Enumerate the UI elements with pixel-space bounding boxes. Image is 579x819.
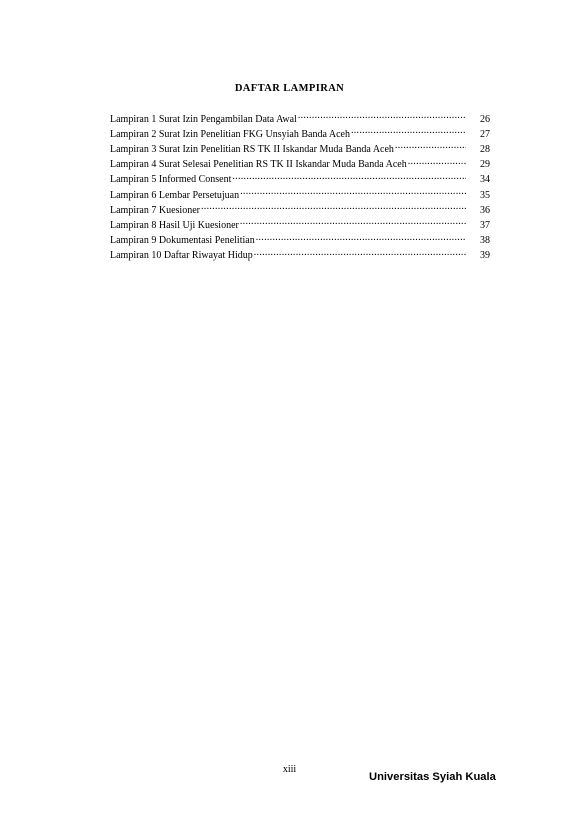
dot-leader <box>256 232 466 244</box>
toc-entry <box>110 110 490 125</box>
toc-entry-label: Lampiran 7 Kuesioner <box>110 204 200 216</box>
toc-entry-page: 39 <box>480 250 490 262</box>
toc-entry <box>110 156 490 171</box>
toc-entry <box>110 232 490 247</box>
toc-entry-page: 26 <box>480 113 490 125</box>
toc-entry-page: 36 <box>480 204 490 216</box>
toc-entry-label: Lampiran 4 Surat Selesai Penelitian RS TK II Iskandar Muda Banda Aceh <box>110 159 407 171</box>
toc-entry-page: 37 <box>480 219 490 231</box>
dot-leader <box>240 186 466 198</box>
toc-entry-page: 34 <box>480 174 490 186</box>
page-title: DAFTAR LAMPIRAN <box>234 83 345 94</box>
footer-institution: Universitas Syiah Kuala <box>369 771 496 783</box>
toc-entry-label: Lampiran 9 Dokumentasi Penelitian <box>110 235 255 247</box>
dot-leader <box>254 247 466 259</box>
toc-entry <box>110 247 490 262</box>
dot-leader <box>201 201 466 213</box>
dot-leader <box>232 171 466 183</box>
toc-entry-label: Lampiran 3 Surat Izin Penelitian RS TK II Iskandar Muda Banda Aceh <box>110 143 394 155</box>
toc-entry <box>110 216 490 231</box>
dot-leader <box>351 125 466 137</box>
dot-leader <box>240 216 466 228</box>
toc-entry-page: 38 <box>480 235 490 247</box>
toc-entry-page: 35 <box>480 189 490 201</box>
toc-entry-label: Lampiran 1 Surat Izin Pengambilan Data Awal <box>110 113 297 125</box>
toc-entry-label: Lampiran 2 Surat Izin Penelitian FKG Unsyiah Banda Aceh <box>110 128 350 140</box>
dot-leader <box>395 140 466 152</box>
toc-entry-label: Lampiran 10 Daftar Riwayat Hidup <box>110 250 253 262</box>
toc-entry-page: 29 <box>480 159 490 171</box>
page-number: xiii <box>282 764 297 775</box>
toc-entry <box>110 201 490 216</box>
toc-entry-page: 27 <box>480 128 490 140</box>
dot-leader <box>408 156 466 168</box>
toc-entry <box>110 171 490 186</box>
toc-entry-label: Lampiran 8 Hasil Uji Kuesioner <box>110 219 239 231</box>
toc-entry <box>110 125 490 140</box>
toc-entry-label: Lampiran 6 Lembar Persetujuan <box>110 189 240 201</box>
toc-entry-page: 28 <box>480 143 490 155</box>
toc-entry-label: Lampiran 5 Informed Consent <box>110 174 232 186</box>
dot-leader <box>298 110 466 122</box>
toc-entry <box>110 140 490 155</box>
toc-entry <box>110 186 490 201</box>
table-of-contents <box>110 110 490 262</box>
